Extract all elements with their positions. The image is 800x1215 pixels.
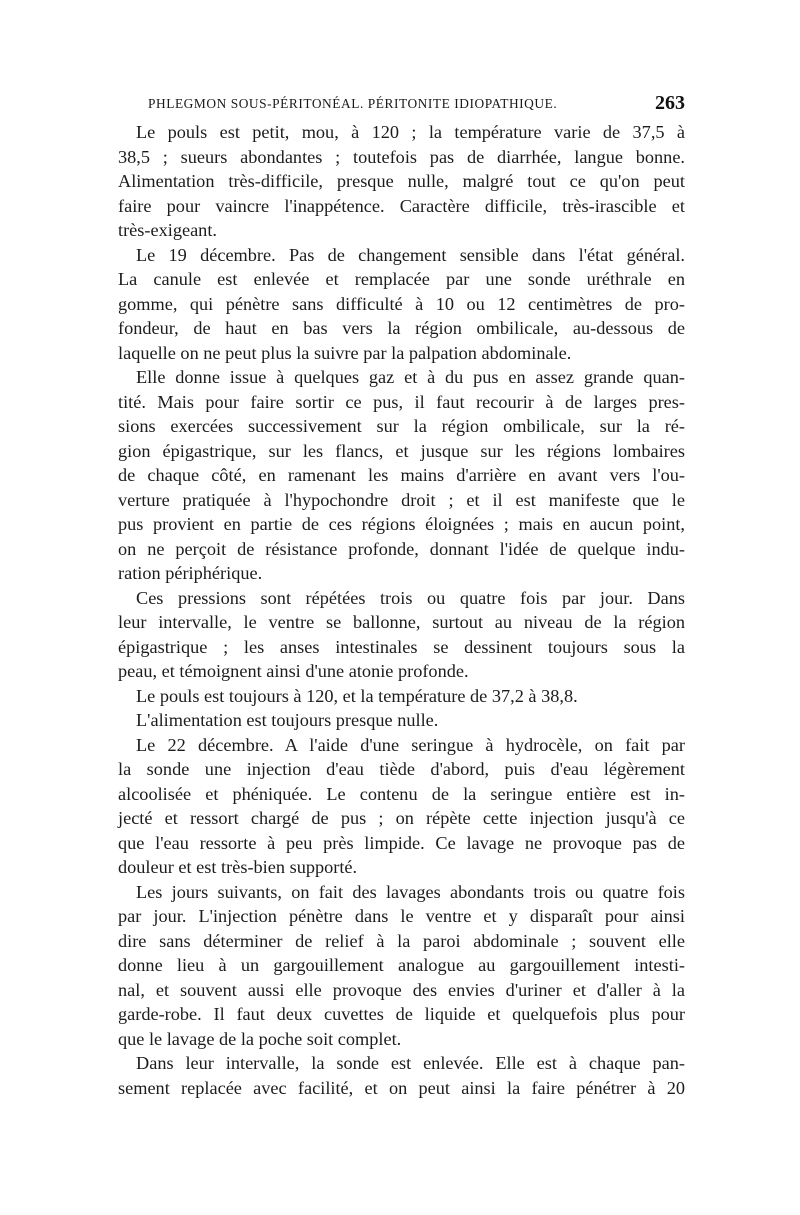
text-line: peau, et témoignent ainsi d'une atonie profonde. [118, 661, 469, 681]
paragraph [118, 586, 685, 684]
text-line: garde-robe. Il faut deux cuvettes de liquide et quelquefois plus pour [118, 1004, 685, 1024]
text-line: Les jours suivants, on fait des lavages abondants trois ou quatre fois [136, 881, 685, 902]
text-line: gion épigastrique, sur les flancs, et jusque sur les régions lombaires [118, 440, 685, 461]
text-line: la sonde une injection d'eau tiède d'abord, puis d'eau légèrement [118, 759, 685, 779]
text-line: douleur et est très-bien supporté. [118, 857, 358, 877]
text-line: laquelle on ne peut plus la suivre par la palpation abdominale. [118, 342, 572, 363]
text-line: donne lieu à un gargouillement analogue au gargouillement intesti- [118, 955, 685, 975]
text-line: épigastrique ; les anses intestinales se dessinent toujours sous la [118, 636, 685, 657]
text-line: Le pouls est petit, mou, à 120 ; la température varie de 37,5 à [136, 122, 685, 142]
text-line: pus provient en partie de ces régions éloignées ; mais en aucun point, [118, 514, 685, 534]
text-line: sement replacée avec facilité, et on peut ainsi la faire pénétrer à 20 [118, 1077, 685, 1098]
paragraph [118, 684, 685, 709]
text-line: de chaque côté, en ramenant les mains d'arrière en avant vers l'ou- [118, 465, 685, 485]
text-line: on ne perçoit de résistance profonde, donnant l'idée de quelque indu- [118, 538, 685, 559]
page-number: 263 [655, 92, 685, 114]
text-line: L'alimentation est toujours presque nulle. [136, 710, 439, 730]
text-line: jecté et ressort chargé de pus ; on répète cette injection jusqu'à ce [118, 808, 685, 828]
text-line: Le 22 décembre. A l'aide d'une seringue à hydrocèle, on fait par [136, 734, 685, 755]
text-line: très-exigeant. [118, 220, 217, 240]
text-line: Dans leur intervalle, la sonde est enlevée. Elle est à chaque pan- [136, 1053, 685, 1073]
text-line: 38,5 ; sueurs abondantes ; toutefois pas de diarrhée, langue bonne. [118, 146, 685, 167]
text-line: tité. Mais pour faire sortir ce pus, il faut recourir à de larges pres- [118, 391, 685, 412]
text-line: faire pour vaincre l'inappétence. Caractère difficile, très-irascible et [118, 195, 685, 216]
text-line: nal, et souvent aussi elle provoque des envies d'uriner et d'aller à la [118, 979, 685, 1000]
text-line: gomme, qui pénètre sans difficulté à 10 ou 12 centimètres de pro- [118, 293, 685, 314]
text-line: Elle donne issue à quelques gaz et à du pus en assez grande quan- [136, 367, 685, 387]
text-line: que l'eau ressorte à peu près limpide. Ce lavage ne provoque pas de [118, 832, 685, 853]
text-line: que le lavage de la poche soit complet. [118, 1028, 402, 1049]
text-line: verture pratiquée à l'hypochondre droit ; et il est manifeste que le [118, 489, 685, 510]
text-line: Ces pressions sont répétées trois ou quatre fois par jour. Dans [136, 587, 685, 608]
paragraph [118, 708, 685, 733]
text-line: fondeur, de haut en bas vers la région ombilicale, au-dessous de [118, 318, 685, 338]
text-line: leur intervalle, le ventre se ballonne, surtout au niveau de la région [118, 612, 685, 632]
paragraph [118, 1051, 685, 1100]
text-line: alcoolisée et phéniquée. Le contenu de la seringue entière est in- [118, 783, 685, 804]
text-line: dire sans déterminer de relief à la paroi abdominale ; souvent elle [118, 930, 685, 951]
text-line: sions exercées successivement sur la région ombilicale, sur la ré- [118, 416, 685, 436]
body-text [118, 120, 685, 1100]
running-title: PHLEGMON SOUS-PÉRITONÉAL. PÉRITONITE IDIOPATHIQUE. [148, 96, 558, 111]
paragraph [118, 733, 685, 880]
text-line: Alimentation très-difficile, presque nulle, malgré tout ce qu'on peut [118, 171, 685, 191]
text-line: ration périphérique. [118, 563, 263, 583]
paragraph [118, 243, 685, 366]
text-line: Le pouls est toujours à 120, et la température de 37,2 à 38,8. [136, 685, 578, 706]
paragraph [118, 880, 685, 1052]
text-line: par jour. L'injection pénètre dans le ventre et y disparaît pour ainsi [118, 906, 685, 926]
paragraph [118, 120, 685, 243]
text-line: La canule est enlevée et remplacée par une sonde uréthrale en [118, 269, 685, 289]
running-head [118, 92, 685, 120]
book-page [118, 92, 685, 1100]
text-line: Le 19 décembre. Pas de changement sensible dans l'état général. [136, 244, 685, 265]
paragraph [118, 365, 685, 586]
